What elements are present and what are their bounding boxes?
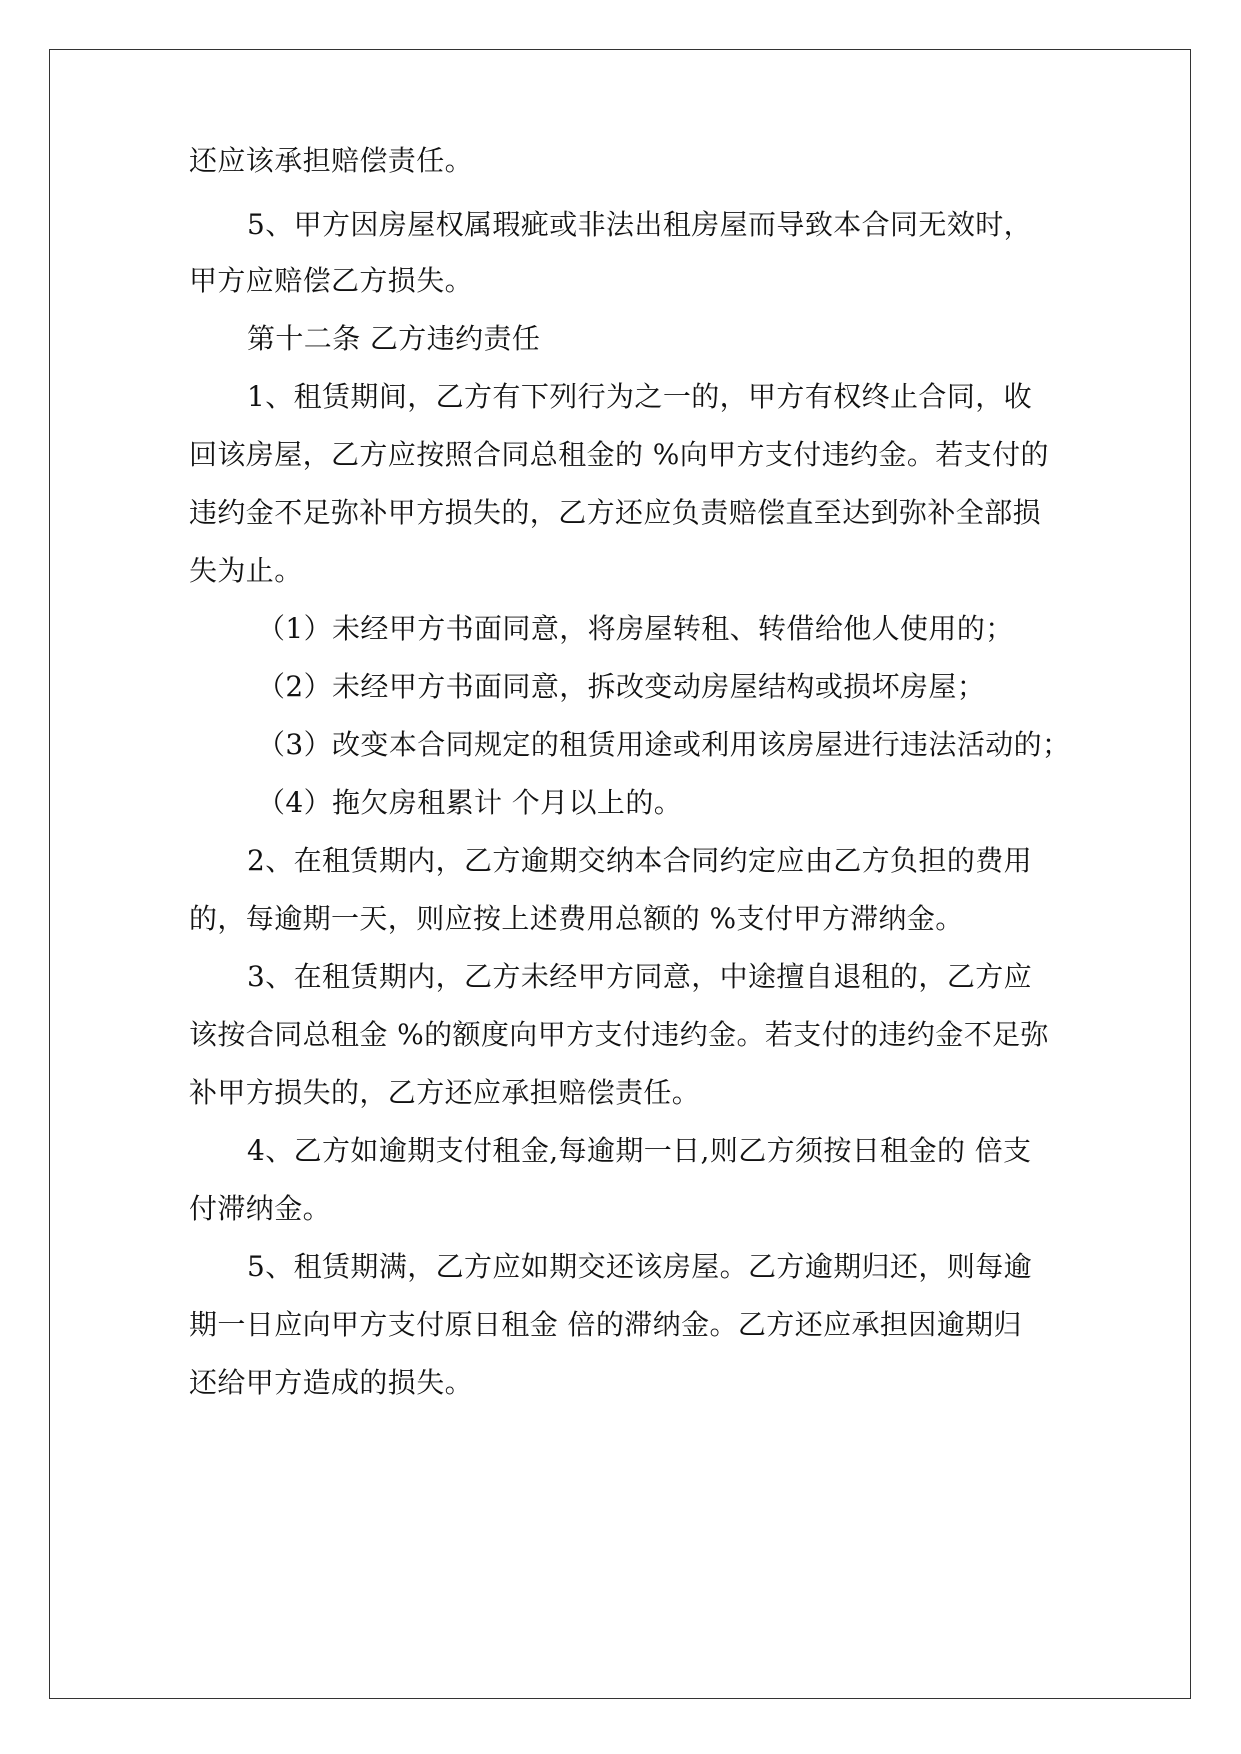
- text-line: 甲方应赔偿乙方损失。: [189, 264, 474, 297]
- text-line: 的，每逾期一天，则应按上述费用总额的 %支付甲方滞纳金。: [189, 902, 964, 935]
- text-line: 还给甲方造成的损失。: [189, 1366, 474, 1399]
- list-item: （4）拖欠房租累计 个月以上的。: [257, 786, 683, 819]
- text-line: 5、租赁期满，乙方应如期交还该房屋。乙方逾期归还，则每逾: [247, 1250, 1033, 1283]
- text-line: 1、租赁期间，乙方有下列行为之一的，甲方有权终止合同，收: [247, 380, 1033, 413]
- text-line: 回该房屋，乙方应按照合同总租金的 %向甲方支付违约金。若支付的: [189, 438, 1049, 471]
- text-line: 4、乙方如逾期支付租金,每逾期一日,则乙方须按日租金的 倍支: [247, 1134, 1032, 1167]
- section-heading: 第十二条 乙方违约责任: [247, 322, 541, 355]
- text-line: 违约金不足弥补甲方损失的，乙方还应负责赔偿直至达到弥补全部损: [189, 496, 1042, 529]
- text-line: 该按合同总租金 %的额度向甲方支付违约金。若支付的违约金不足弥: [189, 1018, 1049, 1051]
- list-item: （1）未经甲方书面同意，将房屋转租、转借给他人使用的；: [257, 612, 1014, 645]
- text-line: 3、在租赁期内，乙方未经甲方同意，中途擅自退租的，乙方应: [247, 960, 1033, 993]
- text-line: 付滞纳金。: [189, 1192, 332, 1225]
- list-item: （2）未经甲方书面同意，拆改变动房屋结构或损坏房屋；: [257, 670, 986, 703]
- text-line: 期一日应向甲方支付原日租金 倍的滞纳金。乙方还应承担因逾期归: [189, 1308, 1022, 1341]
- text-line: 还应该承担赔偿责任。: [189, 144, 474, 177]
- text-line: 2、在租赁期内，乙方逾期交纳本合同约定应由乙方负担的费用: [247, 844, 1033, 877]
- text-line: 失为止。: [189, 554, 303, 587]
- list-item: （3）改变本合同规定的租赁用途或利用该房屋进行违法活动的；: [257, 728, 1071, 761]
- text-line: 5、甲方因房屋权属瑕疵或非法出租房屋而导致本合同无效时，: [247, 208, 1033, 241]
- text-line: 补甲方损失的，乙方还应承担赔偿责任。: [189, 1076, 701, 1109]
